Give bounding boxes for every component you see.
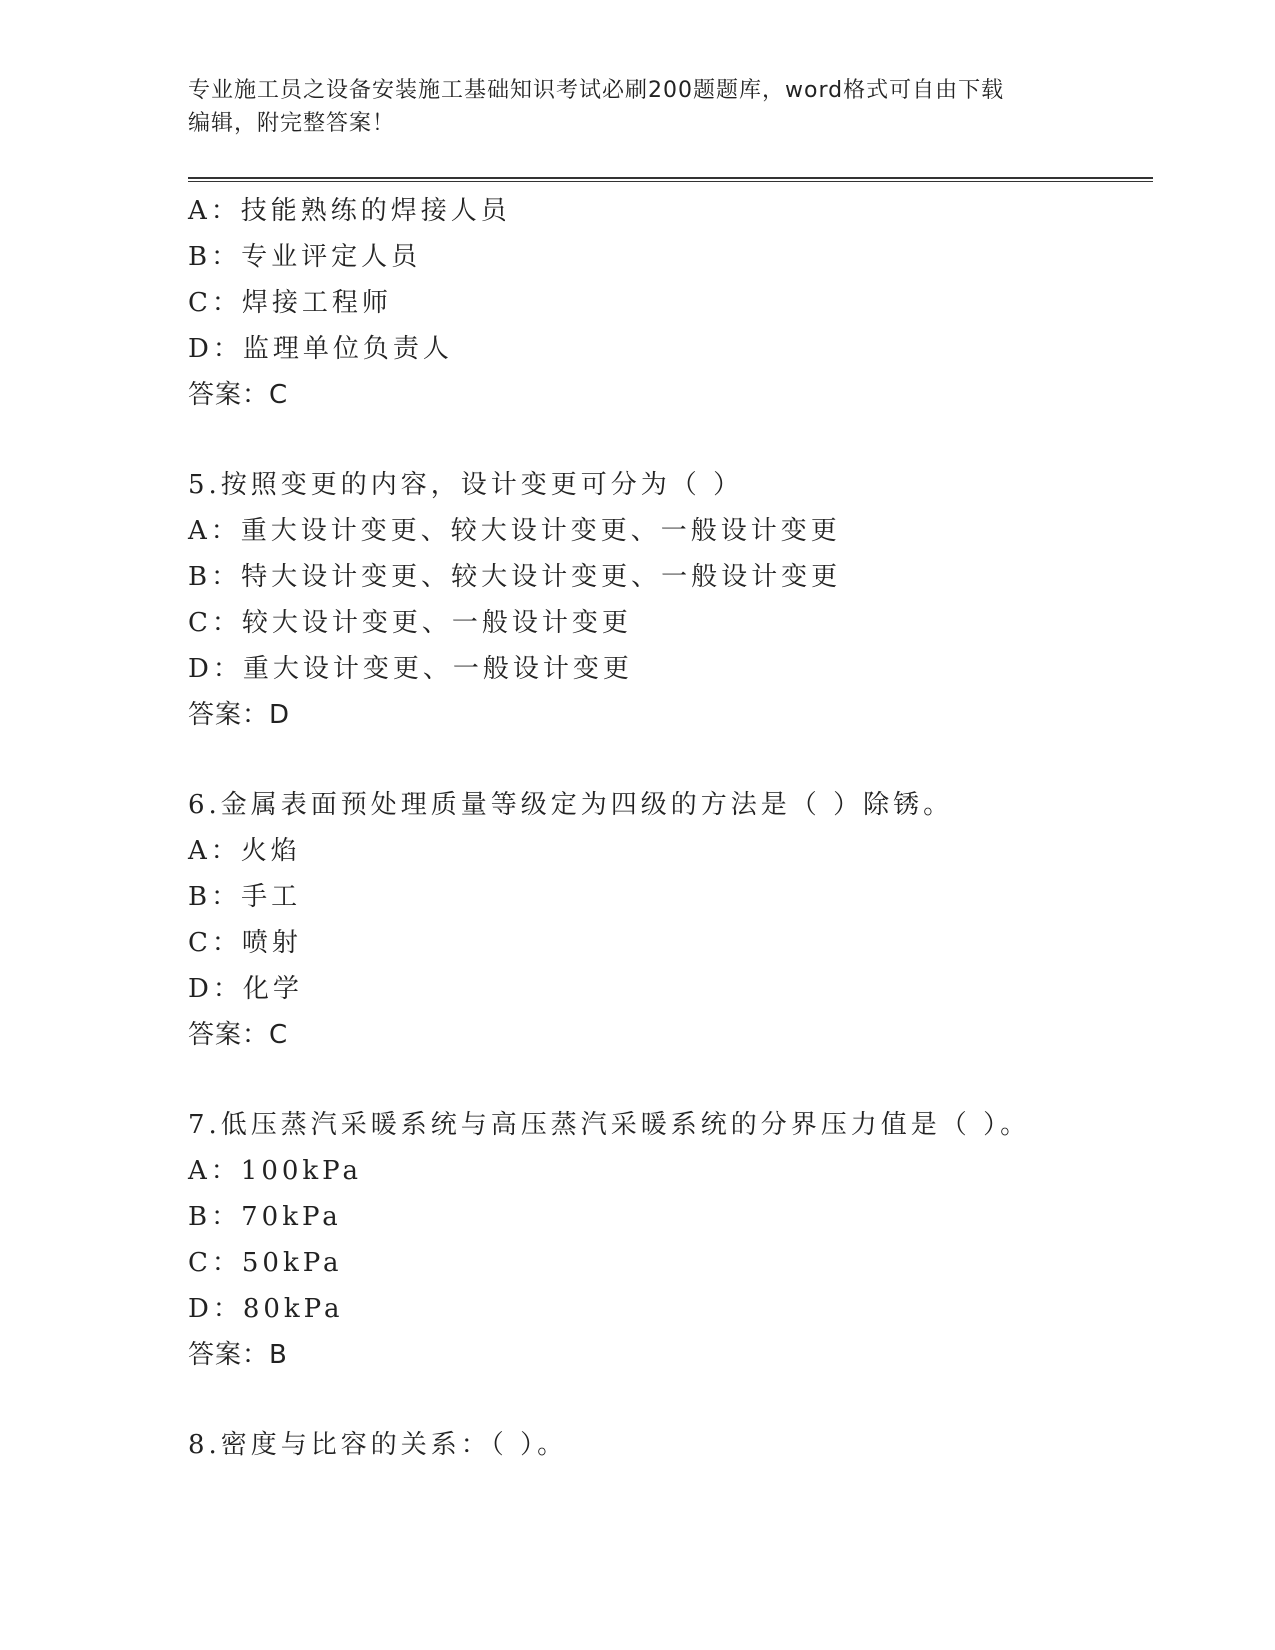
option-c: C：喷射 [188, 928, 302, 958]
question-6 [188, 782, 1153, 1058]
question-5 [188, 462, 1153, 738]
document-header [188, 74, 1068, 140]
option-a: A：重大设计变更、较大设计变更、一般设计变更 [188, 516, 841, 546]
option-c: C：焊接工程师 [188, 288, 392, 318]
option-b: B：专业评定人员 [188, 242, 422, 272]
answer: 答案：C [188, 1020, 289, 1050]
option-b: B：特大设计变更、较大设计变更、一般设计变更 [188, 562, 842, 592]
option-c: C：较大设计变更、一般设计变更 [188, 608, 632, 638]
option-d: D：重大设计变更、一般设计变更 [188, 654, 633, 684]
answer: 答案：C [188, 380, 289, 410]
option-d: D：80kPa [188, 1294, 344, 1324]
option-a: A：100kPa [188, 1156, 362, 1186]
question-stem: 6.金属表面预处理质量等级定为四级的方法是（ ）除锈。 [188, 790, 954, 820]
question-8 [188, 1422, 1153, 1468]
question-list [188, 188, 1153, 1468]
option-c: C：50kPa [188, 1248, 343, 1278]
header-divider-thin [188, 181, 1153, 182]
header-line-2: 编辑，附完整答案！ [188, 111, 396, 136]
option-d: D：化学 [188, 974, 303, 1004]
question-stem: 7.低压蒸汽采暖系统与高压蒸汽采暖系统的分界压力值是（ ）。 [188, 1110, 1031, 1140]
answer: 答案：B [188, 1340, 288, 1370]
question-7 [188, 1102, 1153, 1378]
option-b: B：手工 [188, 882, 302, 912]
answer: 答案：D [188, 700, 291, 730]
question-stem: 8.密度与比容的关系：（ ）。 [188, 1430, 568, 1460]
option-a: A：技能熟练的焊接人员 [188, 196, 511, 226]
question-4 [188, 188, 1153, 418]
option-a: A：火焰 [188, 836, 301, 866]
question-stem: 5.按照变更的内容，设计变更可分为（ ） [188, 470, 744, 500]
option-b: B：70kPa [188, 1202, 342, 1232]
option-d: D：监理单位负责人 [188, 334, 453, 364]
header-divider-thick [188, 177, 1153, 179]
header-line-1: 专业施工员之设备安装施工基础知识考试必刷200题题库，word格式可自由下载 [188, 78, 1005, 103]
